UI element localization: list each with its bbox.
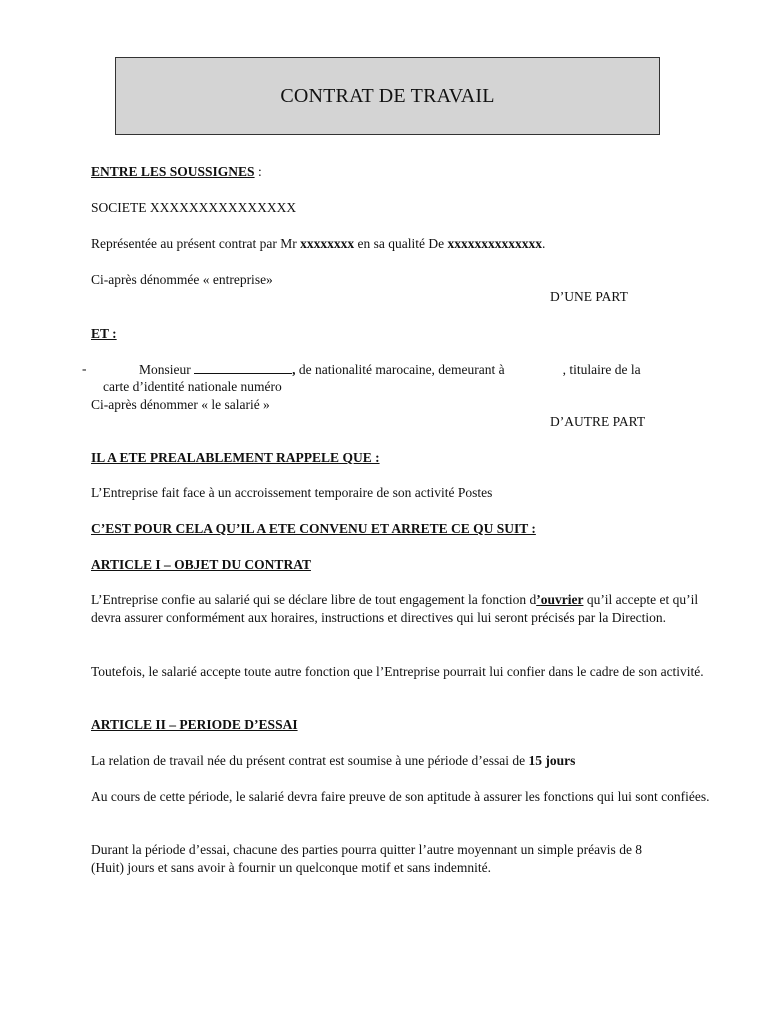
second-party-label: D’AUTRE PART	[550, 414, 646, 429]
trial-duration: 15 jours	[528, 753, 576, 768]
blank-comma: ,	[292, 362, 296, 377]
article1-role: ’ouvrier	[536, 592, 584, 607]
title-box	[115, 57, 660, 135]
monsieur-label: Monsieur	[139, 362, 191, 377]
article2-heading: ARTICLE II – PERIODE D’ESSAI	[91, 717, 298, 732]
parties-heading: ENTRE LES SOUSSIGNES	[91, 164, 255, 179]
id-card-line: carte d’identité nationale numéro	[103, 379, 282, 394]
article2-paragraph-1	[91, 752, 575, 770]
article2-p1-a: La relation de travail née du présent contrat est soumise à une période d’essai de	[91, 753, 529, 768]
article2-paragraph-3-line-2: (Huit) jours et sans avoir à fournir un quelconque motif et sans indemnité.	[91, 860, 492, 875]
employee-name-blank	[194, 360, 292, 374]
employee-line-text: de nationalité marocaine, demeurant à	[295, 362, 505, 377]
article1-paragraph-2: Toutefois, le salarié accepte toute autre fonction que l’Entreprise pourrait lui confier dans le cadre de son activité.	[91, 664, 704, 679]
list-bullet: -	[82, 361, 87, 376]
article1-p1-a: L’Entreprise confie au salarié qui se déclare libre de tout engagement la fonction d	[91, 592, 537, 607]
preamble-text: L’Entreprise fait face à un accroissement temporaire de son activité Postes	[91, 485, 493, 500]
rep-text-2: en sa qualité De	[354, 236, 448, 251]
representative-line	[91, 235, 545, 253]
article2-paragraph-3-line-1: Durant la période d’essai, chacune des parties pourra quitter l’autre moyennant un simple préavis de 8	[91, 842, 643, 857]
parties-heading-line	[91, 163, 262, 181]
rep-quality: xxxxxxxxxxxxxx	[447, 236, 543, 251]
parties-heading-suffix: :	[254, 164, 262, 179]
article1-heading: ARTICLE I – OBJET DU CONTRAT	[91, 557, 311, 572]
company-name: SOCIETE XXXXXXXXXXXXXXX	[91, 200, 297, 215]
rep-name: xxxxxxxx	[300, 236, 355, 251]
article2-paragraph-2: Au cours de cette période, le salarié devra faire preuve de son aptitude à assurer les fonctions qui lui sont confiées.	[91, 789, 710, 804]
salarie-alias: Ci-après dénommer « le salarié »	[91, 397, 270, 412]
agreed-heading: C’EST POUR CELA QU’IL A ETE CONVENU ET ARRETE CE QU SUIT :	[91, 521, 536, 536]
holder-text: , titulaire de la	[562, 362, 641, 377]
page-title: CONTRAT DE TRAVAIL	[280, 85, 495, 107]
et-heading: ET :	[91, 326, 117, 341]
article1-paragraph-1	[91, 591, 711, 627]
rep-text-1: Représentée au présent contrat par Mr	[91, 236, 301, 251]
entreprise-alias: Ci-après dénommée « entreprise»	[91, 272, 273, 287]
employee-line	[139, 360, 641, 379]
article1-p1-b: qu’il accepte et qu’il devra assurer conformément aux horaires, instructions et directives qui lui seront précisés par la Direction.	[91, 592, 699, 625]
first-party-label: D’UNE PART	[550, 289, 628, 304]
rep-end: .	[542, 236, 546, 251]
preamble-heading: IL A ETE PREALABLEMENT RAPPELE QUE :	[91, 450, 380, 465]
